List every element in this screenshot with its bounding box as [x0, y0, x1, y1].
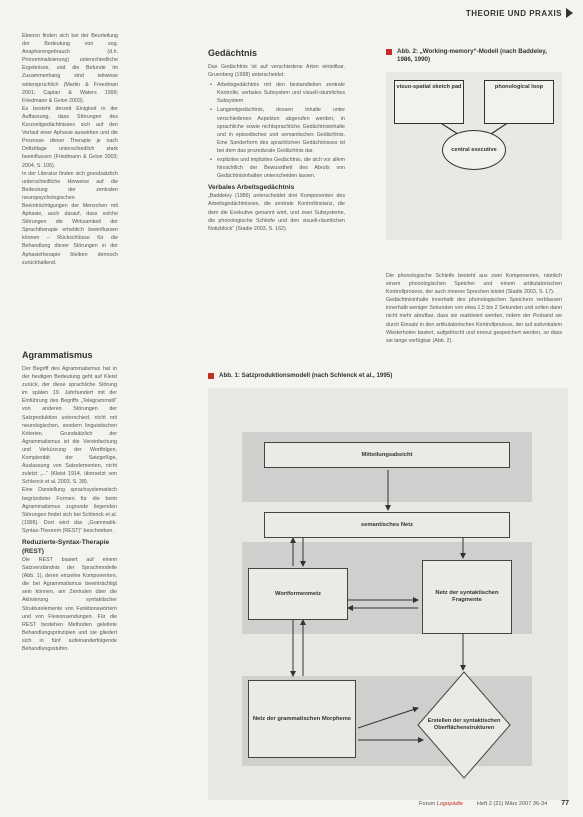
subheading-arbeitsgedaechtnis: Verbales Arbeitsgedächtnis — [208, 184, 295, 192]
triangle-arrow-icon — [566, 8, 573, 18]
subheading-rest: Reduzierte-Syntax-Therapie (REST) — [22, 538, 110, 555]
section-title: THEORIE UND PRAXIS — [465, 8, 562, 18]
section-header — [466, 6, 573, 20]
diamond-oberflaechenstrukturen — [416, 670, 512, 780]
working-memory-diagram — [386, 72, 562, 240]
column-b — [208, 48, 345, 233]
figure-2-caption — [386, 48, 562, 64]
column-c — [386, 272, 562, 345]
sketch-pad-box: visuo-spatial sketch pad — [394, 80, 464, 124]
journal-text: Forum — [419, 801, 436, 807]
paragraph: Der Begriff des Agrammatismus hat in der heutigen Bedeutung geht auf Kleist zurück, der diese sprachliche Störung im späten 19. Jahrhundert mit der Einführung des Begriffs „Telegrammstil“ von anderen Störungen der Satzproduktion unterschied, nicht mit neurologischen, sondern linguistischen Kriterien. Grundsätzlich der Agrammatismus ist die Vereinfachung und Verkürzung der Wortfolgen, Komplexität der Satzgefüge, Auslassung von Satzelementen, nicht zuletzt „...“ (Kleist 1914, übersetzt von Schlenck et al. 2003, S. 38). — [22, 366, 117, 486]
section-heading-gedaechtnis: Gedächtnis — [208, 48, 258, 58]
box-netz-syntaktische-fragmente: Netz der syntaktischen Fragmente — [422, 560, 512, 634]
box-grammatische-morpheme: Netz der grammatischen Morpheme — [248, 680, 356, 758]
central-executive-ellipse: central executive — [442, 130, 506, 170]
journal-name — [419, 801, 463, 807]
box-semantisches-netz: semantisches Netz — [264, 512, 510, 538]
paragraph: Die REST basiert auf einem Satzverständnis der Sprachmodelle (Abb. 1), deren einzelne Komponenten, die bei Agrammatismus beeinträchtigt sein können, am Zentralen über die Aktivierung syntaktischer Strukturelemente von Funktionswörtern und von Flexionsendungen. Für die REST bestehen Methoden geleitete Behandlungsprinzipien und sie gliedert sich in fünf aufeinanderfolgende Behandlungsstufen. — [22, 556, 117, 652]
red-square-icon — [208, 373, 214, 379]
red-square-icon — [386, 49, 392, 55]
issue-info: Heft 2 (21) März 2007 36-34 — [476, 801, 548, 807]
box-mitteilungsabsicht: Mitteilungsabsicht — [264, 442, 510, 468]
sentence-production-diagram — [208, 388, 568, 800]
diamond-label: Erstellen der syntaktischen Oberflächenstrukturen — [427, 718, 501, 731]
page-footer — [419, 800, 569, 807]
phonological-loop-box: phonological loop — [484, 80, 554, 124]
paragraph: Eine Darstellung sprachsystematisch begründeter Formen für die beim Agrammatismus zugrunde liegenden Störungen findet sich bei Schlenck et al. (1995). Dort wird das „Grammatik-Syntax-Theorem (REST)“ beschrieben. — [22, 487, 117, 534]
paragraph: „Baddeley (1986) unterscheidet drei Komponenten des Arbeitsgedächtnisses, die zentrale Kontrollinstanz, die dem die Exekutive genannt wird, und zwei Subsysteme, die phonologische Schleife und den visuell-räumlichen Notizblock“ (Stadie 2003, S. 162). — [208, 193, 345, 232]
list-item: • explizites und implizites Gedächtnis, die sich vor allem hinsichtlich der Bewusstheit des Abrufs von Gedächtnisinhalten unterscheiden lassen. — [217, 156, 345, 180]
paragraph: In der Literatur finden sich grundsätzlich unterschiedliche Hinweise auf die Bedeutung der zentralen neuropsychologischen Beeinträchtigungen der Menschen mit Aphasie, auch darauf, dass solche Störungen die Wirksamkeit der Sprachtherapie erheblich beeinflussen können – Rückschlüsse für die Behandlung dieser Störungen in der Aphasietherapie bleiben dennoch zurückhaltend. — [22, 170, 118, 266]
memory-list — [208, 81, 345, 180]
paragraph: Ebenso finden sich bei der Beurteilung der Bedeutung von sog. Anaphorengebrauch (d.h. Pronominalisierung) unterschiedliche Ergebnisse, und die Befunde im Zusammenhang sind teilweise widersprüchlich (Martin & Freedman 2001; Caplan & Waters 1999; Friedmann & Gvion 2003). — [22, 33, 118, 104]
paragraph: Das Gedächtnis ist auf verschiedene Arten einteilbar. Gruenberg (1998) unterscheidet: — [208, 64, 345, 79]
list-item: • Arbeitsgedächtnis mit den bestandteilen zentrale Kontrolle, verbales Subsystem und visuell-räumliches Subsystem — [217, 81, 345, 105]
section-heading-agrammatismus: Agrammatismus — [22, 350, 93, 360]
paragraph: Die phonologische Schleife besteht aus zwei Komponenten, nämlich einem phonologischen Speicher und einem artikulatorischen Kontrollprozess, der auch inneres Sprechen leistet (Stadie 2003, S. 17). — [386, 273, 562, 296]
box-wortformennetz: Wortformenmetz — [248, 568, 348, 620]
column-a-upper — [22, 32, 118, 267]
page-number: 77 — [561, 800, 569, 807]
paragraph: Es besteht derzeit Einigkeit in der Auffassung, dass Störungen des Kurzzeitgedächtnisses sich auf den Verlauf einer Aphasie auswirken und die Prozesse dieser Therapie je nach Defizitlage unterschiedlich stark beeinflussen (Friedmann & Gvion 2003; 2004, S. 105). — [22, 105, 118, 169]
journal-logo: Logopädie — [436, 801, 463, 807]
list-item: • Langzeitgedächtnis, dessen Inhalte unter verschiedenen Aspekten abgerufen werden, in sprachliche sowie nichtsprachliche Gedächtnisinhalte und in episodisches und semantisches Gedächtnis. Eine Sonderform des sprachlichen Gedächtnisses ist bei dem das prozedurale Gedächtnis dar. — [217, 106, 345, 155]
figure-2-caption-text: Abb. 2: „Working-memory“-Modell (nach Baddeley, 1986, 1990) — [397, 48, 548, 63]
column-a-agrammatismus — [22, 350, 117, 653]
figure-1-caption-text: Abb. 1: Satzproduktionsmodell (nach Schlenck et al., 1995) — [219, 372, 393, 379]
figure-1-caption — [208, 372, 568, 380]
paragraph: Gedächtnisinhalte innerhalb des phonologischen Speichers verblassen innerhalb weniger Sekunden von etwa 1,5 bis 2 Sekunden und sollen dann nicht mehr abrufbar, dass sie reaktiviert werden, indem der Proband sie durch Einsatz in den artikulatorischen Kontrollprozess, der auf subvokalem Wiederholen basiert, aufgefrischt und erneut gespeichert werden, so dass sie lange verfügbar (Abb. 2). — [386, 297, 562, 344]
